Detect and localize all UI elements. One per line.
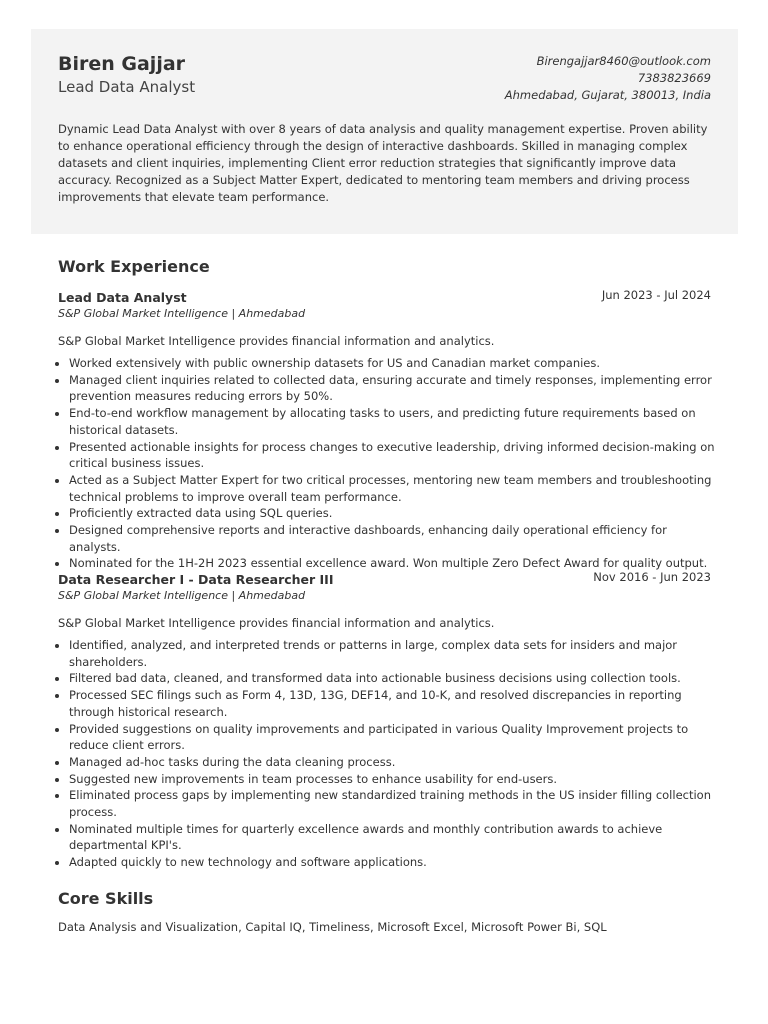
job-bullet: • Eliminated process gaps by implementing new standardized training methods in the US insider filling collection process.	[69, 787, 719, 820]
job-bullet: • Nominated multiple times for quarterly excellence awards and monthly contribution awards to achieve departmental KPI's.	[69, 821, 719, 854]
job-dates: Jun 2023 - Jul 2024	[601, 288, 711, 302]
job-bullet: • Presented actionable insights for process changes to executive leadership, driving informed decision-making on critical business issues.	[69, 439, 719, 472]
job-description: S&P Global Market Intelligence provides financial information and analytics.	[58, 616, 495, 630]
job-dates: Nov 2016 - Jun 2023	[593, 570, 711, 584]
job-bullet: • Adapted quickly to new technology and software applications.	[69, 854, 719, 871]
job-bullet: • Provided suggestions on quality improvements and participated in various Quality Improvement projects to reduce client errors.	[69, 721, 719, 754]
phone-number: 7383823669	[637, 71, 711, 85]
job-bullet: • Suggested new improvements in team processes to enhance usability for end-users.	[69, 771, 719, 788]
candidate-name: Biren Gajjar	[58, 53, 186, 75]
job-bullet: • Nominated for the 1H-2H 2023 essential excellence award. Won multiple Zero Defect Award for quality output.	[69, 555, 719, 572]
job-bullet: • End-to-end workflow management by allocating tasks to users, and predicting future requirements based on historical datasets.	[69, 405, 719, 438]
contact-block	[505, 53, 711, 104]
location: Ahmedabad, Gujarat, 380013, India	[504, 88, 711, 102]
email-address: Birengajjar8460@outlook.com	[536, 54, 711, 68]
job-bullet: • Worked extensively with public ownership datasets for US and Canadian market companies.	[69, 355, 719, 372]
job-bullet: • Designed comprehensive reports and interactive dashboards, enhancing daily operational efficiency for analysts.	[69, 522, 719, 555]
job-bullet: • Processed SEC filings such as Form 4, 13D, 13G, DEF14, and 10-K, and resolved discrepancies in reporting through historical research.	[69, 687, 719, 720]
job-bullet-list	[58, 355, 719, 572]
resume-header	[31, 29, 738, 234]
job-bullet: • Proficiently extracted data using SQL queries.	[69, 505, 719, 522]
candidate-title: Lead Data Analyst	[58, 78, 196, 96]
job-bullet: • Acted as a Subject Matter Expert for two critical processes, mentoring new team members and troubleshooting technical problems to improve overall team performance.	[69, 472, 719, 505]
core-skills-heading: Core Skills	[58, 889, 154, 908]
job-description: S&P Global Market Intelligence provides financial information and analytics.	[58, 334, 495, 348]
professional-summary: Dynamic Lead Data Analyst with over 8 years of data analysis and quality management expertise. Proven ability to enhance operational efficiency through the design of interactive dashboards. Skilled in managing complex datasets and client inquiries, implementing Client error reduction strategies that significantly improve data accuracy. Recognized as a Subject Matter Expert, dedicated to mentoring team members and driving process improvements that elevate team performance.	[58, 122, 708, 204]
job-bullet: • Filtered bad data, cleaned, and transformed data into actionable business decisions using collection tools.	[69, 670, 719, 687]
job-bullet: • Managed client inquiries related to collected data, ensuring accurate and timely responses, implementing error prevention measures reducing errors by 50%.	[69, 372, 719, 405]
job-company: S&P Global Market Intelligence | Ahmedabad	[58, 589, 306, 602]
job-company: S&P Global Market Intelligence | Ahmedabad	[58, 307, 306, 320]
job-bullet-list	[58, 637, 719, 871]
job-bullet: • Managed ad-hoc tasks during the data cleaning process.	[69, 754, 719, 771]
job-title: Lead Data Analyst	[58, 290, 187, 305]
job-title: Data Researcher I - Data Researcher III	[58, 572, 334, 587]
job-bullet: • Identified, analyzed, and interpreted trends or patterns in large, complex data sets for insiders and major shareholders.	[69, 637, 719, 670]
work-experience-heading: Work Experience	[58, 257, 210, 276]
core-skills-list: Data Analysis and Visualization, Capital IQ, Timeliness, Microsoft Excel, Microsoft Power Bi, SQL	[58, 920, 607, 934]
